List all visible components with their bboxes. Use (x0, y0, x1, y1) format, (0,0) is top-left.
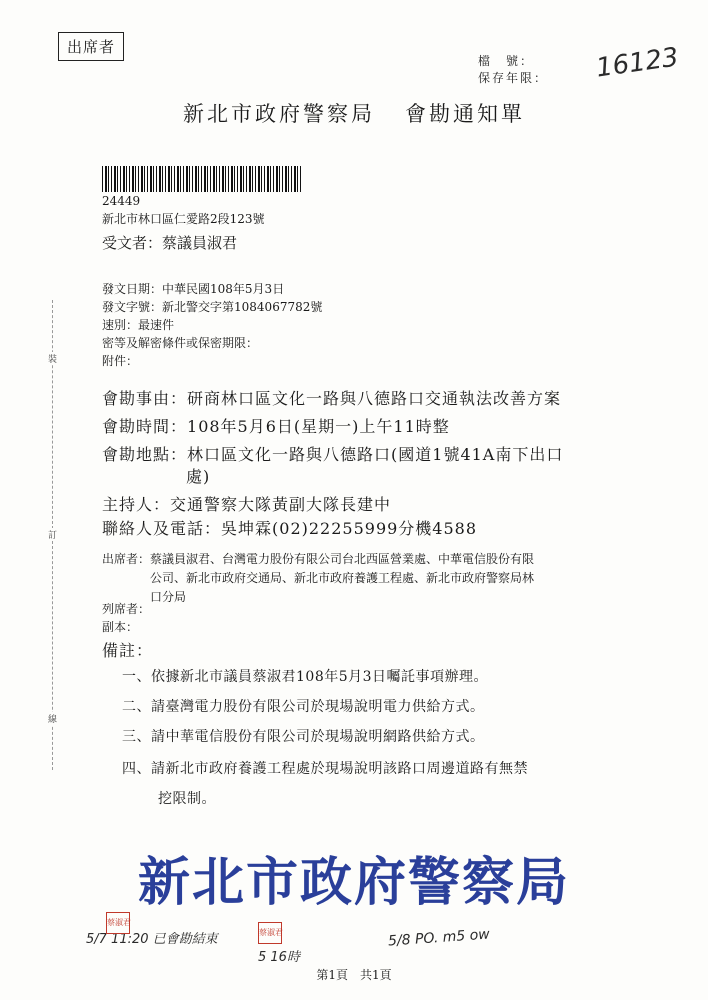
note-4-continuation: 挖限制。 (158, 791, 216, 807)
secret-label: 密等及解密條件或保密期限： (102, 336, 259, 350)
file-no-label: 檔 號： (478, 54, 535, 68)
host-label: 主持人： (102, 495, 171, 514)
red-seal-icon: 蔡淑君 (258, 922, 282, 944)
title-doc-type: 會勘通知單 (405, 102, 525, 126)
note-number: 二、 (122, 699, 151, 715)
issue-no-value: 新北警交字第1084067782號 (162, 300, 323, 314)
note-number: 四、 (122, 761, 151, 777)
host (102, 492, 391, 515)
attachment-label: 附件： (102, 354, 139, 368)
listed-label: 列席者： (102, 602, 151, 616)
speed (102, 316, 174, 333)
note-text: 請新北市政府養護工程處於現場說明該路口周邊道路有無禁 (151, 761, 528, 777)
handwritten-completion-note: 5/7 11:20 已會勘結束 (86, 932, 218, 947)
postal-code: 24449 (102, 194, 141, 208)
margin-char-bind: 裝 (48, 352, 57, 365)
note-number: 一、 (122, 669, 151, 685)
note-item (122, 758, 528, 778)
speed-value: 最速件 (138, 318, 175, 332)
place-line2: 處) (186, 467, 211, 486)
host-value: 交通警察大隊黃副大隊長建中 (170, 495, 392, 514)
copy-label: 副本： (102, 620, 139, 634)
time (102, 414, 450, 437)
retention-label: 保存年限： (478, 71, 549, 85)
matter-value: 研商林口區文化一路與八德路口交通執法改善方案 (187, 389, 562, 408)
handwritten-file-number: 16123 (594, 42, 681, 84)
note-item (122, 696, 485, 716)
note-text: 依據新北市議員蔡淑君108年5月3日囑託事項辦理。 (151, 669, 489, 685)
handwritten-right-note: 5/8 PO. m5 ow (387, 926, 491, 950)
contact-value: 吳坤霖(02)22255999分機4588 (221, 519, 478, 538)
margin-char-line: 線 (48, 712, 57, 725)
attendees-line2: 公司、新北市政府交通局、新北市政府養護工程處、新北市政府警察局林 (150, 571, 535, 585)
recipient-address: 新北市林口區仁愛路2段123號 (102, 212, 265, 226)
contact-label: 聯絡人及電話： (102, 519, 222, 538)
attendees-line1: 蔡議員淑君、台灣電力股份有限公司台北西區營業處、中華電信股份有限 (150, 552, 535, 566)
matter (102, 386, 561, 409)
note-number: 三、 (122, 729, 151, 745)
place-line1: 林口區文化一路與八德路口(國道1號41A南下出口 (187, 445, 564, 464)
matter-label: 會勘事由： (102, 389, 188, 408)
time-value: 108年5月6日(星期一)上午11時整 (187, 417, 450, 436)
attendees-line3: 口分局 (150, 590, 187, 604)
note-text: 請中華電信股份有限公司於現場說明網路供給方式。 (151, 729, 485, 745)
issue-date (102, 280, 284, 297)
agency-stamp: 新北市政府警察局 (137, 852, 570, 913)
place (102, 442, 563, 465)
recipient (102, 232, 237, 253)
note-text: 請臺灣電力股份有限公司於現場說明電力供給方式。 (151, 699, 485, 715)
issue-date-label: 發文日期： (102, 282, 163, 296)
note-item (122, 666, 488, 686)
red-seal-icon: 蔡淑君 (106, 912, 130, 934)
note-item (122, 726, 485, 746)
attendee-badge: 出席者 (58, 32, 124, 61)
place-label: 會勘地點： (102, 445, 188, 464)
notes-label: 備註： (102, 641, 154, 660)
issue-no (102, 298, 322, 315)
speed-label: 速別： (102, 318, 139, 332)
handwritten-time-note: 5 16時 (258, 950, 300, 965)
recipient-name: 蔡議員淑君 (162, 234, 238, 252)
time-label: 會勘時間： (102, 417, 188, 436)
barcode (102, 166, 302, 192)
document-title (0, 98, 708, 128)
issue-no-label: 發文字號： (102, 300, 163, 314)
recipient-label: 受文者： (102, 234, 163, 252)
issue-date-value: 中華民國108年5月3日 (162, 282, 285, 296)
contact (102, 516, 477, 539)
page-footer: 第1頁 共1頁 (316, 968, 392, 982)
title-agency: 新北市政府警察局 (183, 102, 375, 126)
attendees-label: 出席者： (102, 552, 151, 566)
margin-char-staple: 訂 (48, 528, 57, 541)
